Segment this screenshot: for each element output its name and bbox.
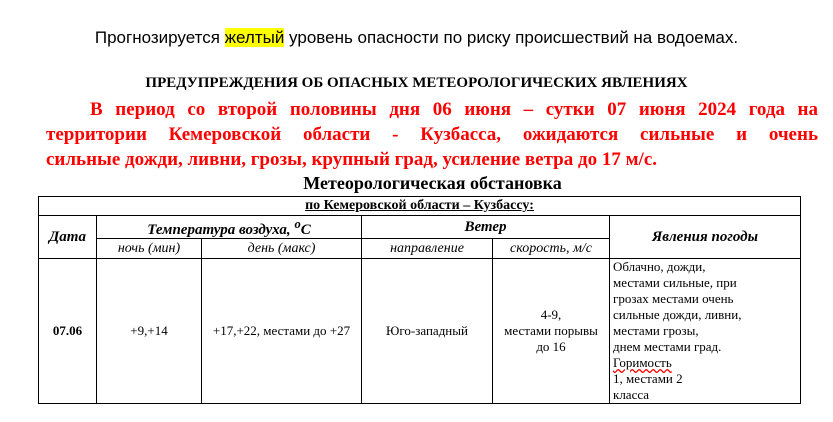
warning-line-2: территории Кемеровской области - Кузбасса, ожидаются сильные и очень [46,124,818,145]
night-subheader: ночь (мин) [97,239,202,259]
forecast-highlight: желтый [224,28,285,47]
phenomena-line-4: сильные дожди, ливни, [613,307,742,322]
forecast-suffix: уровень опасности по риску происшествий на водоемах. [284,28,739,47]
warnings-heading: ПРЕДУПРЕЖДЕНИЯ ОБ ОПАСНЫХ МЕТЕОРОЛОГИЧЕСКИХ ЯВЛЕНИЯХ [145,75,688,91]
weather-table [38,196,801,404]
date-cell: 07.06 [39,259,97,404]
table-row [39,259,801,404]
day-temp-cell: +17,+22, местами до +27 [202,259,362,404]
phenomena-line-2: местами сильные, при [613,275,737,290]
day-subheader: день (макс) [202,239,362,259]
meteo-title: Метеорологическая обстановка [303,173,562,193]
fire-line [613,355,797,387]
warning-line-3: сильные дожди, ливни, грозы, крупный град, усиление ветра до 17 м/с. [46,149,658,170]
speed-line-1: 4-9, [540,307,562,322]
warning-text [46,97,818,172]
region-header: по Кемеровской области – Кузбассу: [39,197,801,216]
speed-line-3: до 16 [536,339,566,354]
temp-header-label: Температура воздуха, [147,222,295,238]
fire-word: Горимость [613,355,672,370]
warning-line-1: В период со второй половины дня 06 июня – сутки 07 июня 2024 года на [90,99,818,120]
phenomena-header: Явления погоды [610,216,801,259]
temp-header-degree: о [294,217,301,231]
phenomena-line-3: грозах местами очень [613,291,734,306]
wind-direction-cell: Юго-западный [362,259,493,404]
phenomena-line-1: Облачно, дожди, [613,259,706,274]
temp-header-unit: С [300,222,311,238]
phenomena-cell [610,259,801,404]
forecast-line [0,27,833,49]
night-temp-cell: +9,+14 [97,259,202,404]
wind-header: Ветер [362,216,610,239]
fire-class: класса [613,387,650,402]
phenomena-line-6: днем местами град. [613,339,722,354]
temp-header [97,216,362,239]
speed-subheader: скорость, м/с [493,239,610,259]
date-header: Дата [39,216,97,259]
wind-speed-cell [493,259,610,404]
phenomena-line-5: местами грозы, [613,323,699,338]
fire-rest: 1, местами 2 [613,371,683,386]
forecast-prefix: Прогнозируется [94,28,225,47]
direction-subheader: направление [362,239,493,259]
speed-line-2: местами порывы [504,323,598,338]
